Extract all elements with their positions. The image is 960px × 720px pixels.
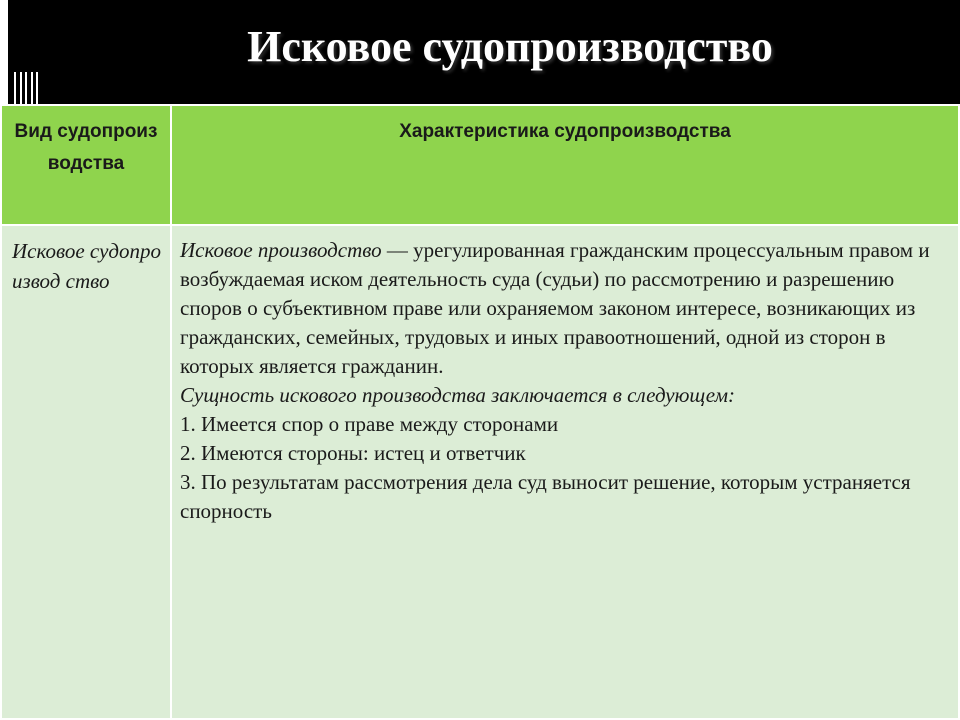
table-row [1, 225, 959, 719]
table-header-row [1, 105, 959, 225]
header-characteristic: Характеристика судопроизводства [171, 105, 959, 225]
header-type: Вид судопроиз водства [1, 105, 171, 225]
list-item: 1. Имеется спор о праве между сторонами [180, 412, 559, 436]
decor-bars [14, 72, 44, 104]
cell-proceeding-type: Исковое судопроизвод ство [1, 225, 171, 719]
proceedings-table [0, 104, 960, 720]
list-item: 3. По результатам рассмотрения дела суд выносит решение, которым устраняется спорность [180, 470, 911, 523]
cell-characteristic [171, 225, 959, 719]
slide-title: Исковое судопроизводство [247, 22, 773, 71]
definition-term: Исковое производство [180, 238, 382, 262]
list-item: 2. Имеются стороны: истец и ответчик [180, 441, 526, 465]
definition-text: — урегулированная гражданским процессуальным правом и возбуждаемая иском деятельность суда (судьи) по рассмотрению и разрешению споров о субъективном праве или охраняемом законом интересе, возникающих из гражданских, семейных, трудовых и иных правоотношений, одной из сторон в которых является гражданин. [180, 238, 930, 378]
definition-paragraph [180, 236, 946, 381]
essence-intro: Сущность искового производства заключается в следующем: [180, 383, 735, 407]
